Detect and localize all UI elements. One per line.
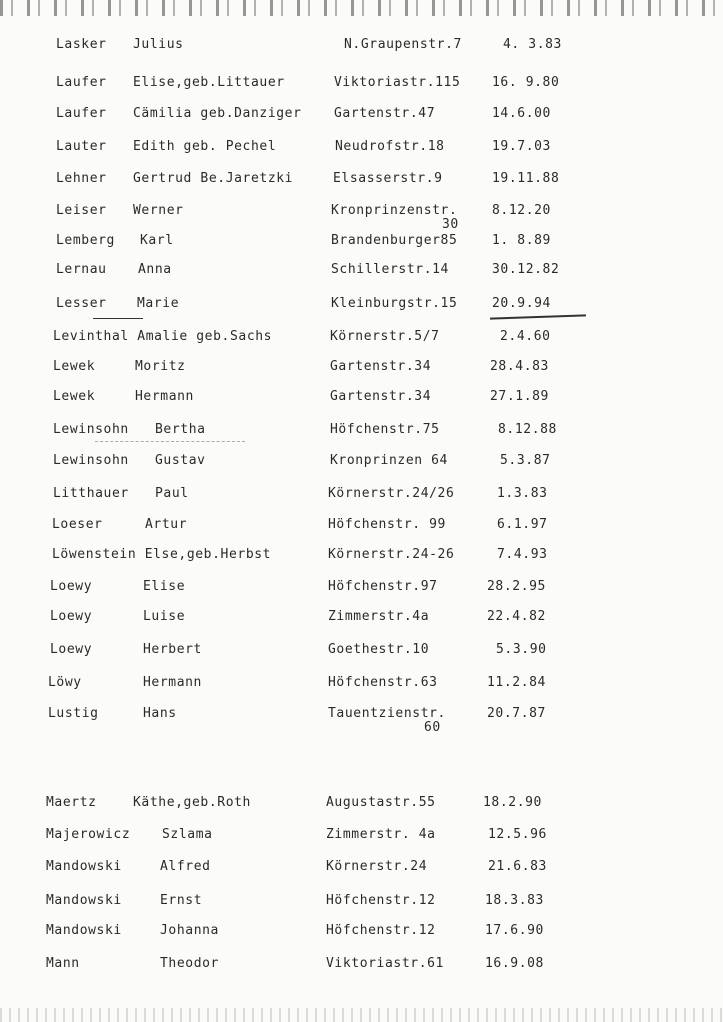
last-name: Litthauer [53, 486, 129, 501]
birth-date: 16.9.08 [485, 956, 544, 971]
birth-date: 28.4.83 [490, 359, 549, 374]
birth-date: 1.3.83 [497, 486, 548, 501]
list-row [0, 893, 723, 915]
list-row [0, 329, 723, 351]
street: Augustastr.55 [326, 795, 436, 810]
last-name: Lesser [56, 296, 107, 311]
list-row [0, 296, 723, 318]
street-continuation: 60 [424, 720, 441, 735]
last-name: Lasker [56, 37, 107, 52]
street: Höfchenstr.75 [330, 422, 440, 437]
first-name: Gertrud Be.Jaretzki [133, 171, 294, 186]
first-name: Alfred [160, 859, 211, 874]
birth-date: 28.2.95 [487, 579, 546, 594]
list-row [0, 675, 723, 697]
street: Höfchenstr.12 [326, 923, 436, 938]
first-name: Werner [133, 203, 184, 218]
first-name: Julius [133, 37, 184, 52]
first-name: Paul [155, 486, 189, 501]
scan-top-edge [0, 0, 723, 16]
birth-date: 5.3.87 [500, 453, 551, 468]
list-row [0, 642, 723, 664]
birth-date: 1. 8.89 [492, 233, 551, 248]
first-name: Cämilia geb.Danziger [133, 106, 302, 121]
street: Viktoriastr.61 [326, 956, 444, 971]
first-name: Edith geb. Pechel [133, 139, 277, 154]
list-row [0, 359, 723, 381]
birth-date: 20.7.87 [487, 706, 546, 721]
street: Höfchenstr.12 [326, 893, 436, 908]
birth-date: 16. 9.80 [492, 75, 560, 90]
street: Neudrofstr.18 [335, 139, 445, 154]
birth-date: 8.12.20 [492, 203, 551, 218]
street: Höfchenstr. 99 [328, 517, 446, 532]
last-name: Lernau [56, 262, 107, 277]
birth-date: 27.1.89 [490, 389, 549, 404]
list-row [0, 956, 723, 978]
street: Kronprinzenstr. [331, 203, 458, 218]
first-name: Karl [140, 233, 174, 248]
street: Kleinburgstr.15 [331, 296, 458, 311]
street: N.Graupenstr.7 [344, 37, 462, 52]
street: Elsasserstr.9 [333, 171, 443, 186]
street: Viktoriastr.115 [334, 75, 461, 90]
list-row [0, 453, 723, 475]
birth-date: 7.4.93 [497, 547, 548, 562]
first-name: Hans [143, 706, 177, 721]
list-row [0, 389, 723, 411]
street: Körnerstr.24-26 [328, 547, 455, 562]
list-row [0, 75, 723, 97]
last-name: Lewinsohn [53, 422, 129, 437]
list-row [0, 139, 723, 161]
list-row [0, 171, 723, 193]
street: Zimmerstr.4a [328, 609, 430, 624]
full-name: Löwenstein Else,geb.Herbst [52, 547, 272, 562]
first-name: Bertha [155, 422, 206, 437]
list-row [0, 609, 723, 631]
list-row [0, 106, 723, 128]
last-name: Majerowicz [46, 827, 131, 842]
first-name: Herbert [143, 642, 202, 657]
birth-date: 19.11.88 [492, 171, 560, 186]
birth-date: 8.12.88 [498, 422, 557, 437]
street: Höfchenstr.97 [328, 579, 438, 594]
list-row [0, 547, 723, 569]
last-name: Loewy [50, 642, 93, 657]
first-name: Käthe,geb.Roth [133, 795, 251, 810]
street: Körnerstr.24/26 [328, 486, 455, 501]
dotted-line [95, 441, 245, 443]
full-name: Levinthal Amalie geb.Sachs [53, 329, 273, 344]
street: Zimmerstr. 4a [326, 827, 436, 842]
last-name: Loewy [50, 579, 93, 594]
first-name: Hermann [143, 675, 202, 690]
birth-date: 18.2.90 [483, 795, 542, 810]
birth-date: 20.9.94 [492, 296, 551, 311]
street: Höfchenstr.63 [328, 675, 438, 690]
last-name: Maertz [46, 795, 97, 810]
birth-date: 14.6.00 [492, 106, 551, 121]
list-row [0, 706, 723, 728]
first-name: Szlama [162, 827, 213, 842]
birth-date: 17.6.90 [485, 923, 544, 938]
birth-date: 21.6.83 [488, 859, 547, 874]
handwritten-underline [93, 318, 143, 319]
street: Körnerstr.5/7 [330, 329, 440, 344]
birth-date: 19.7.03 [492, 139, 551, 154]
birth-date: 6.1.97 [497, 517, 548, 532]
first-name: Gustav [155, 453, 206, 468]
street: Gartenstr.34 [330, 389, 432, 404]
list-row [0, 517, 723, 539]
last-name: Lauter [56, 139, 107, 154]
list-row [0, 579, 723, 601]
first-name: Hermann [135, 389, 194, 404]
last-name: Mandowski [46, 923, 122, 938]
list-row [0, 37, 723, 59]
birth-date: 5.3.90 [496, 642, 547, 657]
first-name: Ernst [160, 893, 203, 908]
list-row [0, 859, 723, 881]
last-name: Mandowski [46, 859, 122, 874]
street-continuation: 30 [442, 217, 459, 232]
birth-date: 4. 3.83 [503, 37, 562, 52]
last-name: Lustig [48, 706, 99, 721]
list-row [0, 262, 723, 284]
list-row [0, 795, 723, 817]
first-name: Anna [138, 262, 172, 277]
last-name: Loeser [52, 517, 103, 532]
last-name: Loewy [50, 609, 93, 624]
last-name: Lewek [53, 359, 96, 374]
last-name: Mann [46, 956, 80, 971]
street: Kronprinzen 64 [330, 453, 448, 468]
list-row [0, 233, 723, 255]
birth-date: 12.5.96 [488, 827, 547, 842]
list-row [0, 203, 723, 225]
last-name: Lewinsohn [53, 453, 129, 468]
street: Gartenstr.34 [330, 359, 432, 374]
last-name: Lehner [56, 171, 107, 186]
first-name: Artur [145, 517, 188, 532]
last-name: Mandowski [46, 893, 122, 908]
street: Brandenburger85 [331, 233, 458, 248]
scan-bottom-edge [0, 1008, 723, 1022]
first-name: Elise,geb.Littauer [133, 75, 285, 90]
first-name: Theodor [160, 956, 219, 971]
last-name: Leiser [56, 203, 107, 218]
first-name: Marie [137, 296, 180, 311]
birth-date: 18.3.83 [485, 893, 544, 908]
list-row [0, 923, 723, 945]
first-name: Moritz [135, 359, 186, 374]
street: Goethestr.10 [328, 642, 430, 657]
birth-date: 22.4.82 [487, 609, 546, 624]
birth-date: 11.2.84 [487, 675, 546, 690]
list-row [0, 486, 723, 508]
street: Körnerstr.24 [326, 859, 428, 874]
street: Tauentzienstr. [328, 706, 446, 721]
list-row [0, 827, 723, 849]
last-name: Laufer [56, 106, 107, 121]
birth-date: 30.12.82 [492, 262, 560, 277]
last-name: Lewek [53, 389, 96, 404]
last-name: Lemberg [56, 233, 115, 248]
first-name: Elise [143, 579, 186, 594]
street: Schillerstr.14 [331, 262, 449, 277]
first-name: Luise [143, 609, 186, 624]
last-name: Löwy [48, 675, 82, 690]
birth-date: 2.4.60 [500, 329, 551, 344]
street: Gartenstr.47 [334, 106, 436, 121]
last-name: Laufer [56, 75, 107, 90]
first-name: Johanna [160, 923, 219, 938]
